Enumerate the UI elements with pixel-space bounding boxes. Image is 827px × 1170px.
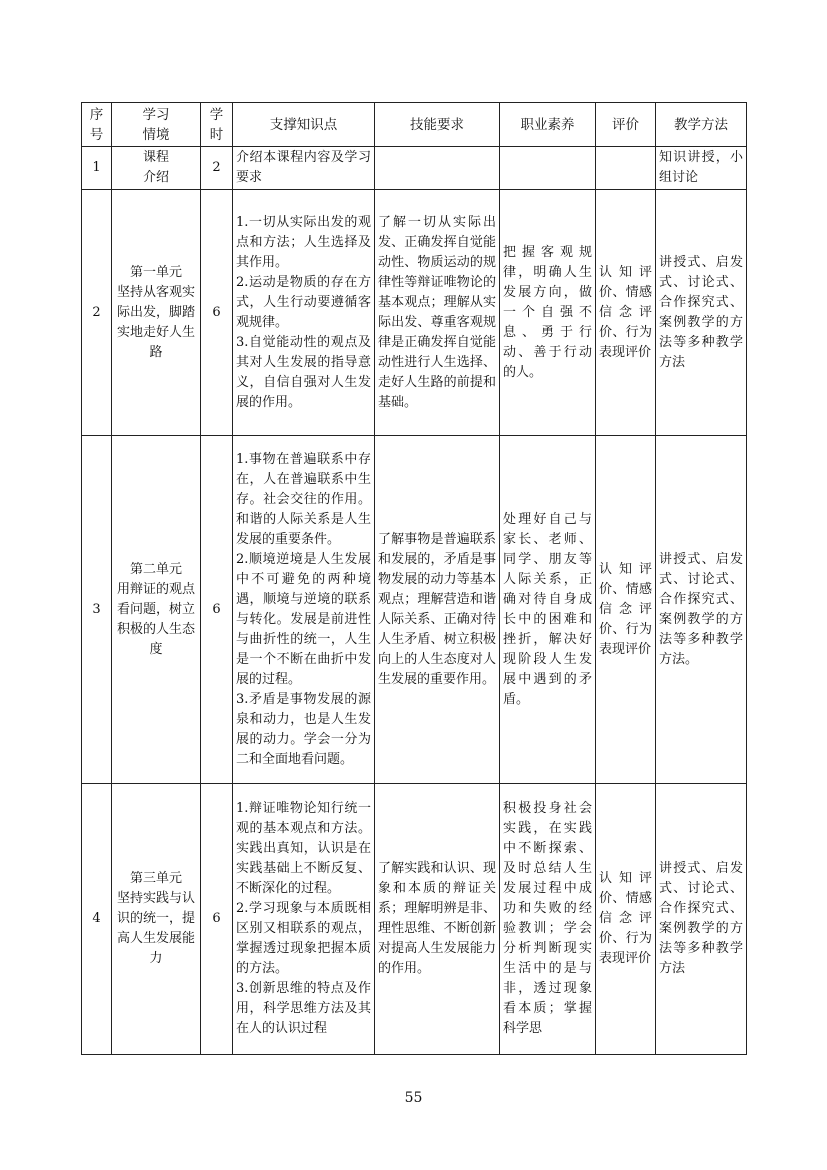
row-methods: 知识讲授，小组讨论 (656, 147, 747, 190)
row-unit: 第三单元 坚持实践与认识的统一，提高人生发展能力 (112, 784, 201, 1055)
table-row (82, 147, 747, 190)
row-literacy: 把握客观规律，明确人生发展方向，做一个自强不息、勇于行动、善于行动的人。 (500, 190, 596, 436)
header-no: 序 号 (82, 103, 112, 147)
row-unit: 课程 介绍 (112, 147, 201, 190)
row-methods: 讲授式、启发式、讨论式、合作探究式、案例教学的方法等多种教学方法。 (656, 436, 747, 784)
header-evaluation: 评价 (596, 103, 656, 147)
row-methods: 讲授式、启发式、讨论式、合作探究式、案例教学的方法等多种教学方法 (656, 190, 747, 436)
header-methods: 教学方法 (656, 103, 747, 147)
table-row (82, 784, 747, 1055)
table-row (82, 190, 747, 436)
syllabus-table (81, 102, 747, 1055)
row-hours: 2 (201, 147, 233, 190)
header-unit: 学习 情境 (112, 103, 201, 147)
row-hours: 6 (201, 190, 233, 436)
row-unit: 第二单元 用辩证的观点看问题，树立积极的人生态度 (112, 436, 201, 784)
header-skills: 技能要求 (375, 103, 500, 147)
row-methods: 讲授式、启发式、讨论式、合作探究式、案例教学的方法等多种教学方法 (656, 784, 747, 1055)
row-unit: 第一单元 坚持从客观实际出发，脚踏实地走好人生路 (112, 190, 201, 436)
row-skills: 了解实践和认识、现象和本质的辩证关系；理解明辨是非、理性思维、不断创新对提高人生发展能力的作用。 (375, 784, 500, 1055)
row-skills: 了解事物是普遍联系和发展的，矛盾是事物发展的动力等基本观点；理解营造和谐人际关系、正确对待人生矛盾、树立积极向上的人生态度对人生发展的重要作用。 (375, 436, 500, 784)
header-literacy: 职业素养 (500, 103, 596, 147)
row-hours: 6 (201, 784, 233, 1055)
row-skills: 了解一切从实际出发、正确发挥自觉能动性、物质运动的规律性等辩证唯物论的基本观点；理解从实际出发、尊重客观规律是正确发挥自觉能动性进行人生选择、走好人生路的前提和基础。 (375, 190, 500, 436)
header-row (82, 103, 747, 147)
row-no: 1 (82, 147, 112, 190)
table-row (82, 436, 747, 784)
row-no: 3 (82, 436, 112, 784)
row-evaluation (596, 147, 656, 190)
row-knowledge: 1.一切从实际出发的观点和方法；人生选择及其作用。 2.运动是物质的存在方式，人生行动要遵循客观规律。 3.自觉能动性的观点及其对人生发展的指导意义，自信自强对人生发展的作用。 (233, 190, 375, 436)
row-no: 2 (82, 190, 112, 436)
row-hours: 6 (201, 436, 233, 784)
row-skills (375, 147, 500, 190)
page-number: 55 (404, 1090, 423, 1106)
row-no: 4 (82, 784, 112, 1055)
row-knowledge: 1.辩证唯物论知行统一观的基本观点和方法。实践出真知，认识是在实践基础上不断反复、不断深化的过程。 2.学习现象与本质既相区别又相联系的观点，掌握透过现象把握本质的方法。 3.创新思维的特点及作用，科学思维方法及其在人的认识过程 (233, 784, 375, 1055)
row-evaluation: 认知评价、情感信念评价、行为表现评价 (596, 784, 656, 1055)
row-literacy: 积极投身社会实践，在实践中不断探索、及时总结人生发展过程中成功和失败的经验教训；学会分析判断现实生活中的是与非，透过现象看本质；掌握科学思 (500, 784, 596, 1055)
row-evaluation: 认知评价、情感信念评价、行为表现评价 (596, 190, 656, 436)
row-literacy: 处理好自己与家长、老师、同学、朋友等人际关系，正确对待自身成长中的困难和挫折，解决好现阶段人生发展中遇到的矛盾。 (500, 436, 596, 784)
row-literacy (500, 147, 596, 190)
header-hours: 学 时 (201, 103, 233, 147)
row-knowledge: 1.事物在普遍联系中存在，人在普遍联系中生存。社会交往的作用。和谐的人际关系是人生发展的重要条件。 2.顺境逆境是人生发展中不可避免的两种境遇，顺境与逆境的联系与转化。发展是前进性与曲折性的统一，人生是一个不断在曲折中发展的过程。 3.矛盾是事物发展的源泉和动力，也是人生发展的动力。学会一分为二和全面地看问题。 (233, 436, 375, 784)
row-evaluation: 认知评价、情感信念评价、行为表现评价 (596, 436, 656, 784)
header-knowledge: 支撑知识点 (233, 103, 375, 147)
row-knowledge: 介绍本课程内容及学习要求 (233, 147, 375, 190)
